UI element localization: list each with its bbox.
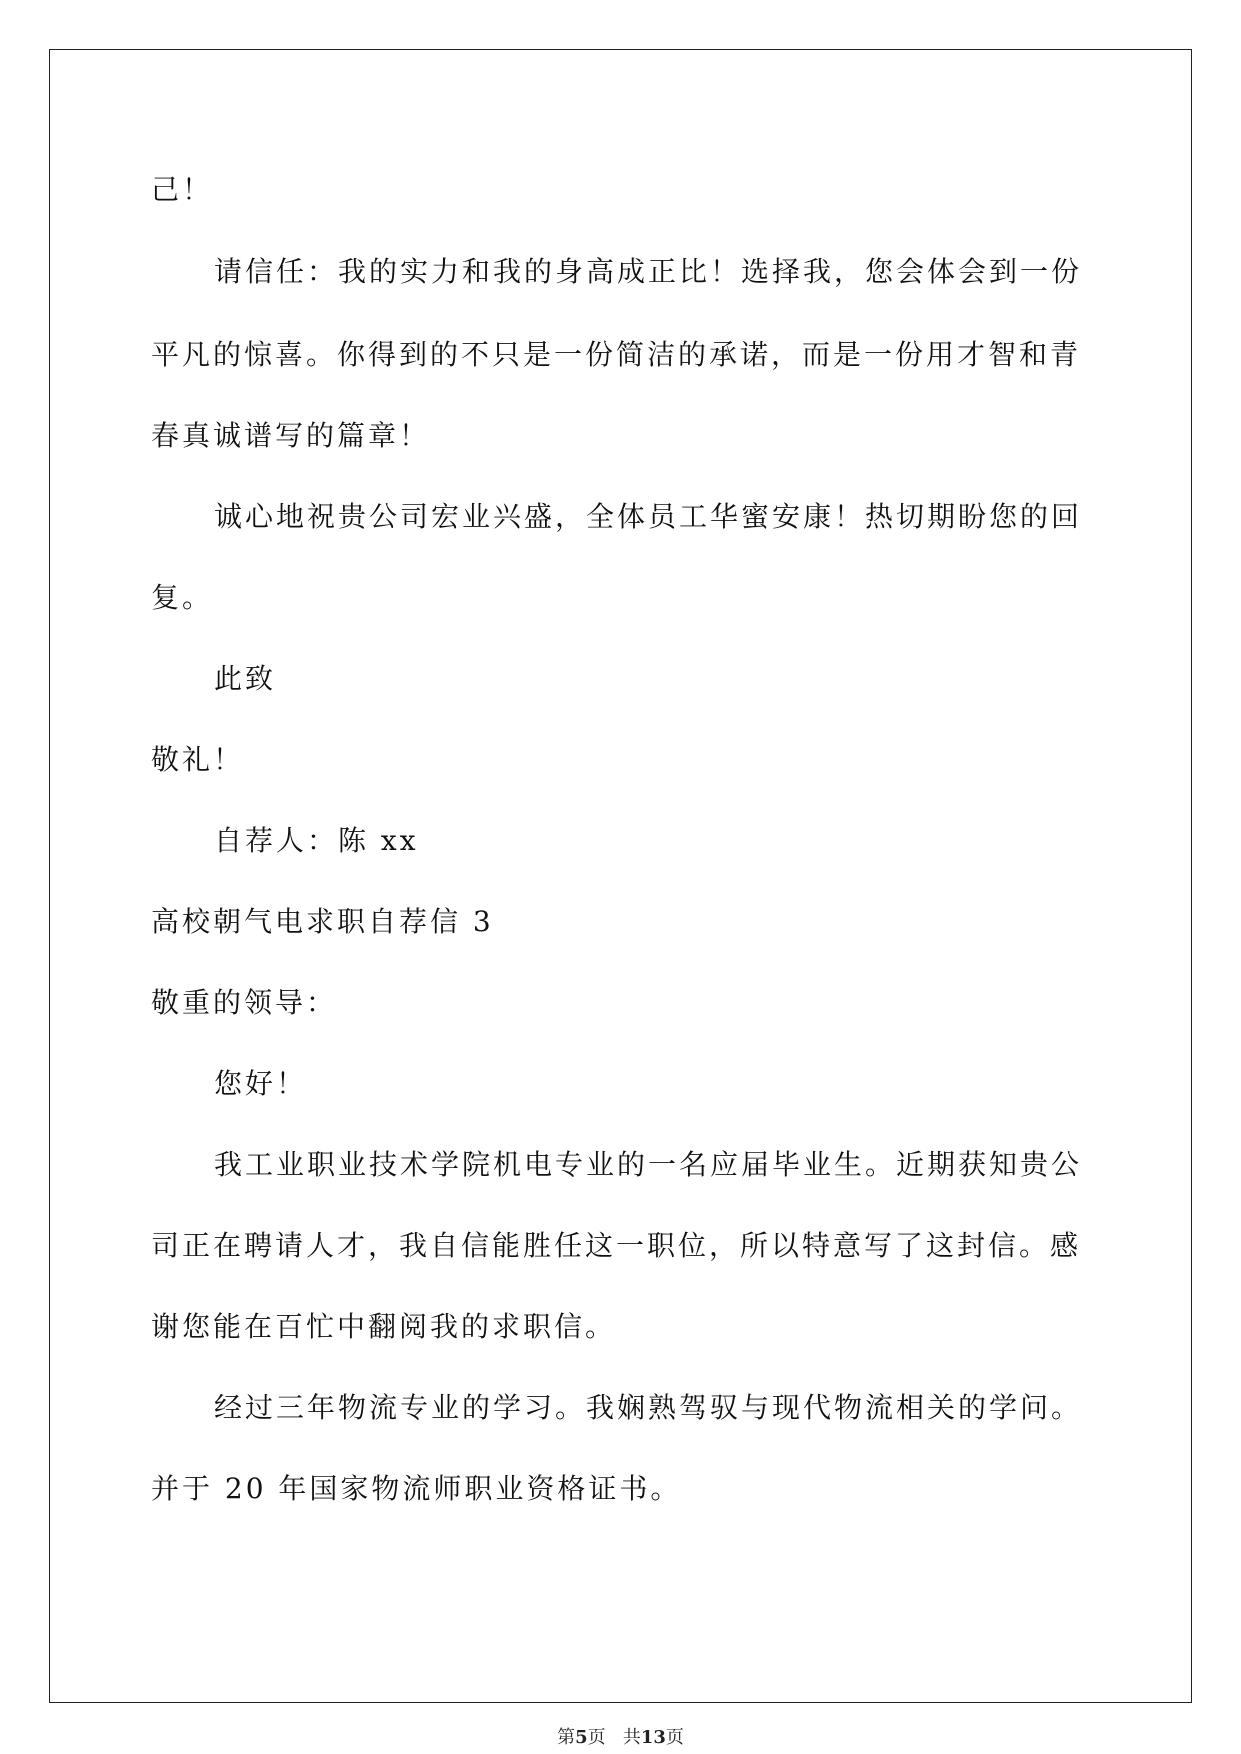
body-line-7: 我工业职业技术学院机电专业的一名应届毕业生。近期获知贵公 xyxy=(214,1148,1083,1181)
closing-regards: 敬礼！ xyxy=(151,743,245,776)
signature-line: 自荐人：陈 xx xyxy=(214,824,419,857)
body-line-4: 春真诚谱写的篇章！ xyxy=(151,419,431,452)
body-line-2: 请信任：我的实力和我的身高成正比！选择我，您会体会到一份 xyxy=(214,255,1083,288)
body-line-3: 平凡的惊喜。你得到的不只是一份简洁的承诺，而是一份用才智和青 xyxy=(151,338,1082,371)
body-line-6: 复。 xyxy=(151,581,214,614)
footer-current-page: 5 xyxy=(575,1727,588,1748)
footer-total-suffix: 页 xyxy=(665,1727,684,1748)
body-line-1: 己！ xyxy=(151,173,214,206)
body-line-9: 谢您能在百忙中翻阅我的求职信。 xyxy=(151,1310,617,1343)
closing-salutation: 此致 xyxy=(214,662,277,695)
footer-total-pages: 13 xyxy=(640,1727,666,1748)
page-footer xyxy=(0,1727,1241,1749)
section-heading: 高校朝气电求职自荐信 3 xyxy=(151,905,494,938)
hello-line: 您好！ xyxy=(214,1067,308,1100)
body-line-11: 并于 20 年国家物流师职业资格证书。 xyxy=(151,1472,682,1505)
body-line-8: 司正在聘请人才，我自信能胜任这一职位，所以特意写了这封信。感 xyxy=(151,1229,1082,1262)
body-line-5: 诚心地祝贵公司宏业兴盛，全体员工华蜜安康！热切期盼您的回 xyxy=(214,500,1083,533)
footer-prefix: 第 xyxy=(557,1727,576,1748)
body-line-10: 经过三年物流专业的学习。我娴熟驾驭与现代物流相关的学问。 xyxy=(214,1391,1083,1424)
footer-page-label: 页 xyxy=(587,1727,606,1748)
footer-total-prefix: 共 xyxy=(622,1727,641,1748)
page-border xyxy=(49,49,1192,1703)
greeting-line: 敬重的领导： xyxy=(151,986,338,1019)
